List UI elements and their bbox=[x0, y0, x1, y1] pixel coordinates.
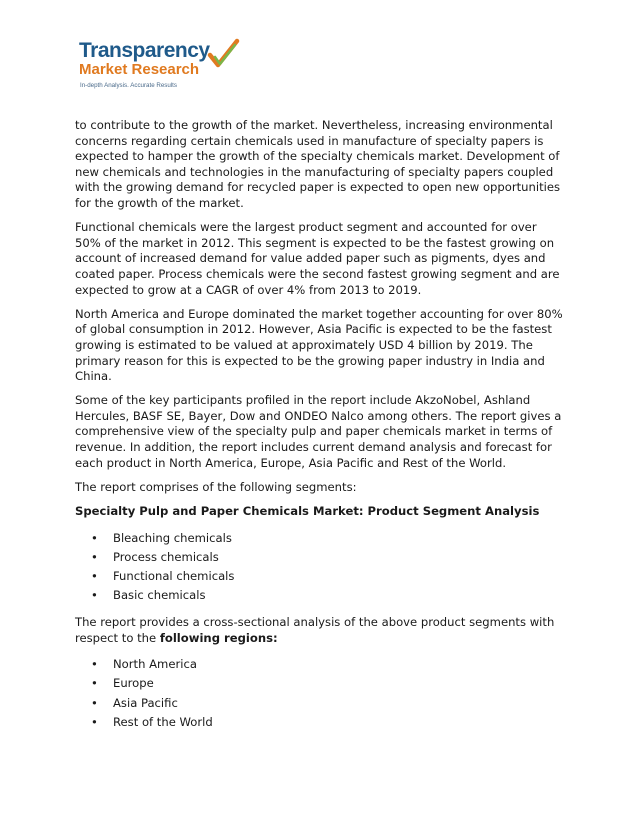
bullet-icon: • bbox=[91, 530, 98, 545]
list-item-label: North America bbox=[113, 657, 197, 672]
list-item-label: Rest of the World bbox=[113, 714, 213, 729]
transparency-market-research-logo bbox=[79, 38, 239, 96]
list-item bbox=[75, 586, 565, 605]
product-segment-list bbox=[75, 529, 565, 606]
logo-tagline: In-depth Analysis. Accurate Results bbox=[80, 82, 177, 89]
list-item-label: Process chemicals bbox=[113, 549, 219, 564]
document-body bbox=[75, 118, 565, 742]
bullet-icon: • bbox=[91, 695, 98, 710]
paragraph-participants: Some of the key participants profiled in the report include AkzoNobel, Ashland Hercules, BASF SE, Bayer, Dow and ONDEO Nalco among others. The report gives a comprehensive view of the specialty pulp and paper chemicals market in terms of revenue. In addition, the report includes current demand analysis and forecast for each product in North America, Europe, Asia Pacific and Rest of the World. bbox=[75, 393, 562, 470]
logo-name-line1: Transparency bbox=[79, 39, 210, 62]
list-item bbox=[75, 548, 565, 567]
region-list bbox=[75, 655, 565, 732]
bullet-icon: • bbox=[91, 714, 98, 729]
paragraph-functional-chemicals: Functional chemicals were the largest product segment and accounted for over 50% of the market in 2012. This segment is expected to be the fastest growing on account of increased demand for value added paper such as pigments, dyes and coated paper. Process chemicals were the second fastest growing segment and are expected to grow at a CAGR of over 4% from 2013 to 2019. bbox=[75, 220, 560, 297]
paragraph-regions: North America and Europe dominated the market together accounting for over 80% of global consumption in 2012. However, Asia Pacific is expected to be the fastest growing is estimated to be valued at approximately USD 4 billion by 2019. The primary reason for this is expected to be the growing paper industry in India and China. bbox=[75, 306, 563, 384]
bullet-icon: • bbox=[91, 657, 98, 672]
list-item bbox=[75, 655, 565, 674]
regions-intro-text: The report provides a cross-sectional analysis of the above product segments with respect to the bbox=[75, 615, 555, 645]
list-item bbox=[75, 694, 565, 713]
regions-intro-bold: following regions: bbox=[159, 630, 278, 645]
list-item-label: Asia Pacific bbox=[113, 695, 178, 710]
bullet-icon: • bbox=[91, 569, 98, 583]
list-item-label: Basic chemicals bbox=[113, 588, 206, 603]
list-item bbox=[75, 529, 565, 548]
segment-heading: Specialty Pulp and Paper Chemicals Market: Product Segment Analysis bbox=[75, 504, 540, 519]
list-item bbox=[75, 567, 565, 586]
paragraph-segments-intro: The report comprises of the following segments: bbox=[75, 479, 357, 494]
bullet-icon: • bbox=[91, 676, 98, 691]
list-item bbox=[75, 674, 565, 693]
list-item-label: Bleaching chemicals bbox=[113, 530, 232, 545]
bullet-icon: • bbox=[91, 588, 98, 603]
logo-name-line2: Market Research bbox=[79, 61, 200, 78]
list-item bbox=[75, 713, 565, 732]
regions-intro bbox=[75, 615, 565, 646]
paragraph-intro: to contribute to the growth of the market. Nevertheless, increasing environmental concerns regarding certain chemicals used in manufacture of specialty papers is expected to hamper the growth of the specialty chemicals market. Development of new chemicals and technologies in the manufacturing of specialty papers coupled with the growing demand for recycled paper is expected to open new opportunities for the growth of the market. bbox=[75, 118, 561, 210]
list-item-label: Europe bbox=[113, 676, 154, 691]
bullet-icon: • bbox=[91, 549, 98, 564]
logo-checkmark-icon bbox=[206, 38, 242, 72]
list-item-label: Functional chemicals bbox=[113, 569, 235, 583]
